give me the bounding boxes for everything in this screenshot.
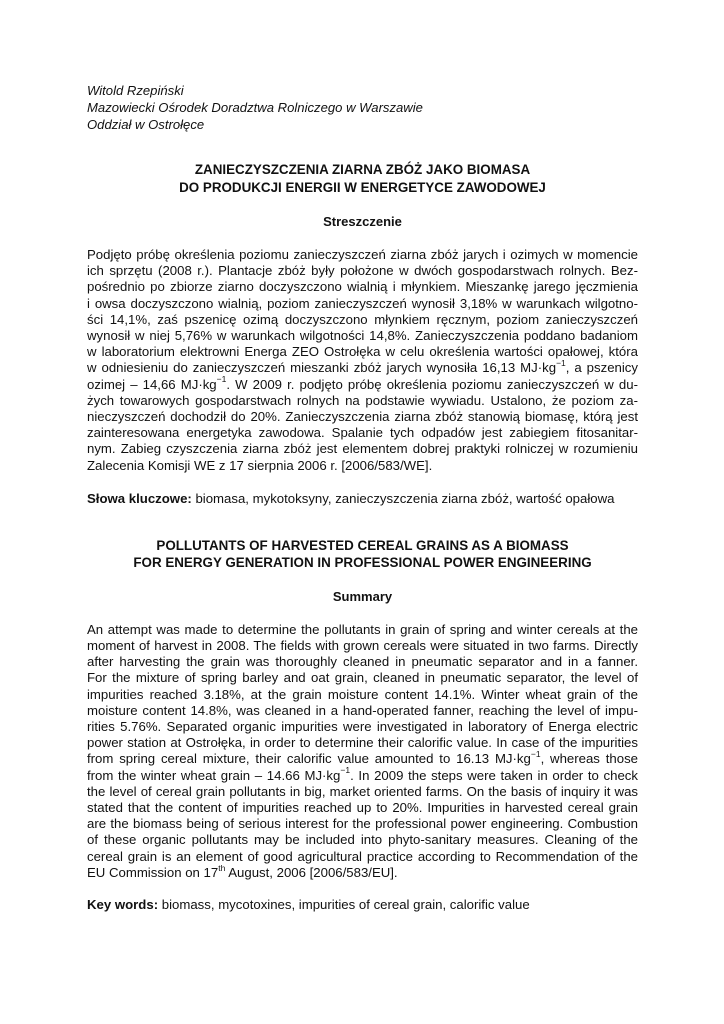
- superscript: th: [218, 862, 226, 873]
- abstract-line: wynosił w niej 5,76% w warunkach wilgotności 14,8%. Zanieczyszczenia poddano badaniom: [87, 328, 638, 344]
- abstract-line-text: ozimej – 14,66 MJ·kg: [87, 376, 217, 392]
- abstract-line: ich sprzętu (2008 r.). Plantacje zbóż były położone w dwóch gospodarstwach rolnych. Bez-: [87, 263, 638, 279]
- abstract-line: [87, 360, 638, 376]
- summary-line: [87, 862, 638, 881]
- polish-title: [87, 161, 638, 196]
- abstract-line: ści 14,1%, zaś pszenicę ozimą doczyszczono młynkiem ręcznym, poziom zanieczyszczeń: [87, 311, 638, 327]
- summary-line-tail: , whereas those: [540, 751, 638, 767]
- english-title: [87, 537, 638, 572]
- summary-heading: Summary: [332, 588, 393, 604]
- summary-line: cereal grain is an element of good agricultural practice according to Recommendation of the: [87, 848, 638, 864]
- english-title-line-1: POLLUTANTS OF HARVESTED CEREAL GRAINS AS A BIOMASS: [156, 537, 569, 553]
- abstract-line: nym. Zabieg czyszczenia ziarna zbóż jest elementem dobrej praktyki rolniczej w rozumieniu: [87, 441, 638, 457]
- abstract-line: nieczyszczeń dochodził do 20%. Zanieczyszczenia ziarna zbóż stanowią biomasę, którą jest: [87, 409, 638, 425]
- summary-line-text: from the winter wheat grain – 14.66 MJ·kg: [87, 767, 341, 783]
- abstract-line-tail: . W 2009 r. podjęto próbę określenia poziomu zanieczyszczeń w du-: [226, 376, 638, 392]
- abstract-line-tail: , a pszenicy: [565, 360, 638, 376]
- abstract-line: [87, 374, 638, 393]
- superscript: −1: [530, 749, 541, 760]
- superscript: −1: [556, 358, 566, 369]
- author-institution: Mazowiecki Ośrodek Doradztwa Rolniczego w Warszawie: [87, 100, 423, 115]
- summary-line: impurities reached 3.18%, at the grain moisture content 14.1%. Winter wheat grain of the: [87, 686, 638, 702]
- summary-line: An attempt was made to determine the pollutants in grain of spring and winter cereals at the: [87, 621, 638, 637]
- summary-line-text: from spring cereal mixture, their calorific value amounted to 16.13 MJ·kg: [87, 751, 531, 767]
- summary-line: power station at Ostrołęka, in order to determine their calorific value. In case of the impurities: [87, 735, 638, 751]
- abstract-line: Zalecenia Komisji WE z 17 sierpnia 2006 r. [2006/583/WE].: [87, 457, 433, 473]
- abstract-line: zainteresowana energetyka zawodowa. Spalanie tych odpadów jest zabiegiem fitosanitar-: [87, 425, 638, 441]
- summary-line: [87, 751, 638, 767]
- summary-line: of these organic pollutants may be included into phyto-sanitary measures. Cleaning of the: [87, 832, 638, 848]
- paper-page: [87, 82, 638, 913]
- abstract-line-text: w odniesieniu do zanieczyszczeń mieszanki zbóż jarych wynosiła 16,13 MJ·kg: [87, 360, 557, 376]
- english-summary: [87, 622, 638, 881]
- superscript: −1: [340, 765, 351, 776]
- keywords-label: Key words:: [87, 897, 159, 913]
- streszczenie-heading: Streszczenie: [323, 214, 402, 229]
- abstract-line: i owsa doczyszczono wialnią, poziom zanieczyszczeń wynosił 3,18% w warunkach wilgotno-: [87, 295, 638, 311]
- summary-line-tail: August, 2006 [2006/583/EU].: [225, 864, 398, 880]
- summary-line: For the mixture of spring barley and oat grain, cleaned in pneumatic separator, the level of: [87, 670, 638, 686]
- summary-line: moment of harvest in 2008. The fields with grown cereals were situated in two farms. Directly: [87, 638, 638, 654]
- keywords-text: biomass, mycotoxines, impurities of cereal grain, calorific value: [158, 897, 530, 913]
- polish-title-line-1: ZANIECZYSZCZENIA ZIARNA ZBÓŻ JAKO BIOMASA: [194, 162, 531, 177]
- summary-line: rities 5.76%. Separated organic impurities were investigated in laboratory of Energa electric: [87, 719, 638, 735]
- author-branch: Oddział w Ostrołęce: [87, 117, 205, 132]
- english-title-line-2: FOR ENERGY GENERATION IN PROFESSIONAL POWER ENGINEERING: [133, 555, 592, 571]
- summary-line: after harvesting the grain was thoroughly cleaned in pneumatic separator and in a fanner.: [87, 654, 638, 670]
- abstract-line: żych towarowych gospodarstwach rolnych na podstawie wywiadu. Ustalono, że poziom za-: [87, 392, 638, 408]
- summary-line: are the biomass being of serious interest for the professional power engineering. Combustion: [87, 816, 638, 832]
- summary-line: stated that the content of impurities reached up to 20%. Impurities in harvested cereal grain: [87, 800, 638, 816]
- keywords-label: Słowa kluczowe:: [87, 490, 192, 506]
- summary-line: the level of cereal grain pollutants in big, market oriented farms. On the basis of inquiry it was: [87, 783, 638, 799]
- summary-line: moisture content 14.8%, was cleaned in a hand-operated fanner, reaching the level of impu-: [87, 702, 638, 718]
- abstract-line: pośrednio po zbiorze ziarno doczyszczono wialnią i młynkiem. Mieszankę jarego jęczmienia: [87, 279, 638, 295]
- superscript: −1: [216, 374, 227, 385]
- english-keywords: [87, 897, 638, 913]
- polish-title-line-2: DO PRODUKCJI ENERGII W ENERGETYCE ZAWODOWEJ: [179, 179, 546, 195]
- polish-abstract: [87, 247, 638, 474]
- summary-line-tail: . In 2009 the steps were taken in order to check: [350, 767, 638, 783]
- author-block: [87, 82, 638, 133]
- polish-keywords: [87, 491, 638, 507]
- author-name: Witold Rzepiński: [87, 83, 184, 98]
- abstract-line: w laboratorium elektrowni Energa ZEO Ostrołęka w celu określenia wartości opałowej, która: [87, 344, 638, 360]
- summary-line: [87, 765, 638, 784]
- summary-line-text: EU Commission on 17: [87, 864, 219, 880]
- abstract-line: Podjęto próbę określenia poziomu zanieczyszczeń ziarna zbóż jarych i ozimych w momencie: [87, 247, 638, 262]
- keywords-text: biomasa, mykotoksyny, zanieczyszczenia ziarna zbóż, wartość opałowa: [191, 490, 615, 506]
